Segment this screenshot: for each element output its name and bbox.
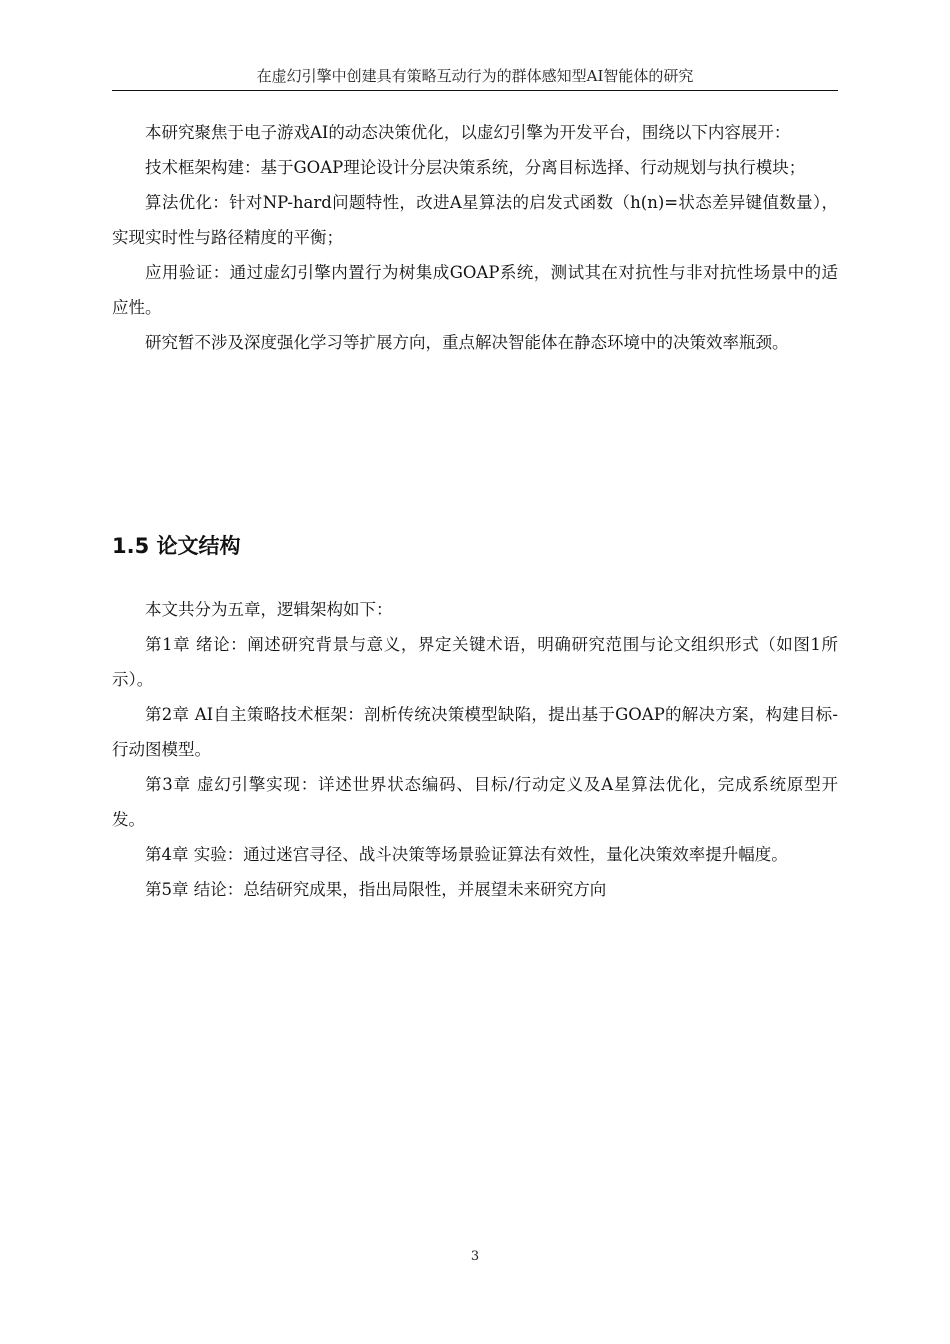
paragraph-chapter-2: 第2章 AI自主策略技术框架：剖析传统决策模型缺陷，提出基于GOAP的解决方案，构建目标-行动图模型。 (112, 705, 838, 759)
running-header: 在虚幻引擎中创建具有策略互动行为的群体感知型AI智能体的研究 (256, 67, 694, 85)
paragraph-chapter-5: 第5章 结论：总结研究成果，指出局限性，并展望未来研究方向 (145, 880, 607, 899)
structure-section (112, 592, 838, 907)
paragraph-chapter-4: 第4章 实验：通过迷宫寻径、战斗决策等场景验证算法有效性，量化决策效率提升幅度。 (145, 845, 788, 864)
paragraph-structure-intro: 本文共分为五章，逻辑架构如下： (145, 600, 393, 619)
paragraph-chapter-1: 第1章 绪论：阐述研究背景与意义，界定关键术语，明确研究范围与论文组织形式（如图1所示）。 (112, 635, 838, 689)
paragraph-intro: 本研究聚焦于电子游戏AI的动态决策优化，以虚幻引擎为开发平台，围绕以下内容展开： (145, 123, 791, 142)
paragraph-algorithm: 算法优化：针对NP-hard问题特性，改进A星算法的启发式函数（h(n)=状态差异键值数量），实现实时性与路径精度的平衡； (112, 193, 838, 247)
section-heading: 1.5 论文结构 (112, 534, 241, 558)
paragraph-limitation: 研究暂不涉及深度强化学习等扩展方向，重点解决智能体在静态环境中的决策效率瓶颈。 (145, 333, 789, 352)
page-number: 3 (470, 1249, 480, 1264)
paragraph-framework: 技术框架构建：基于GOAP理论设计分层决策系统，分离目标选择、行动规划与执行模块； (145, 158, 806, 177)
paragraph-chapter-3: 第3章 虚幻引擎实现：详述世界状态编码、目标/行动定义及A星算法优化，完成系统原型开发。 (112, 775, 838, 829)
paragraph-validation: 应用验证：通过虚幻引擎内置行为树集成GOAP系统，测试其在对抗性与非对抗性场景中的适应性。 (112, 263, 838, 317)
header-rule (112, 90, 838, 91)
scope-section (112, 115, 838, 360)
